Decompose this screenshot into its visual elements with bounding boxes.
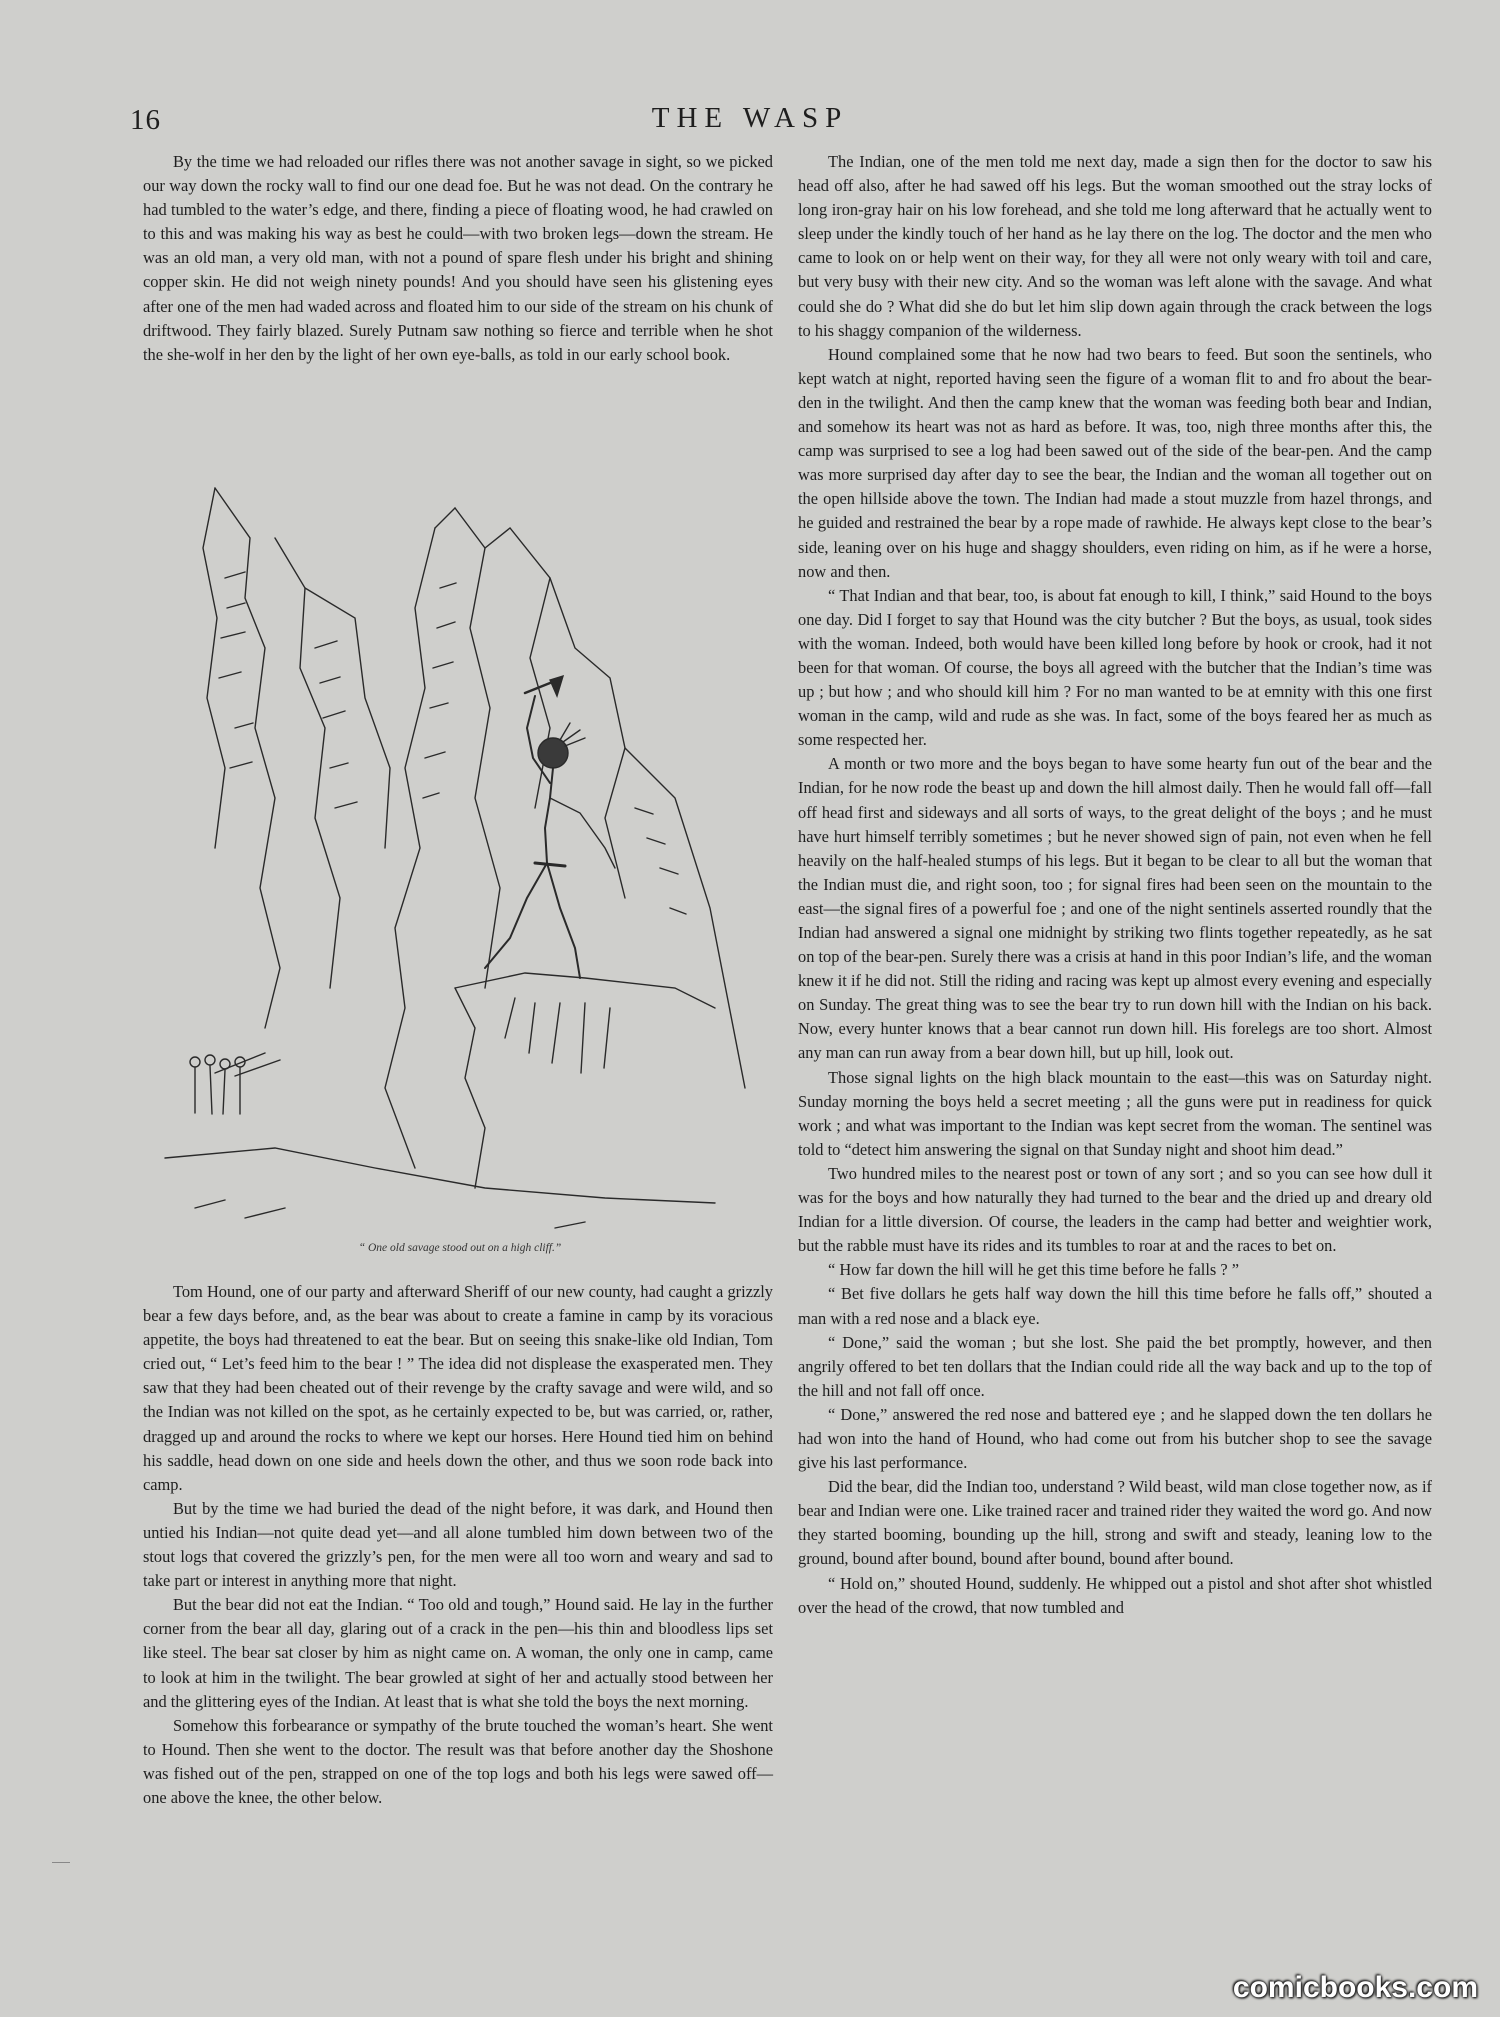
- right-paragraph: “ Hold on,” shouted Hound, suddenly. He whipped out a pistol and shot after shot whistled over the head of the crowd, that now tumbled and: [798, 1573, 1432, 1617]
- right-paragraph: Did the bear, did the Indian too, understand ? Wild beast, wild man close together now, as if bear and Indian were one. Like trained racer and trained rider they waited the word go. And now they started booming, bounding up the hill, strong and swift and steady, leaning low to the ground, bound after bound, bound after bound, bound after bound.: [798, 1477, 1432, 1569]
- right-paragraph: Two hundred miles to the nearest post or town of any sort ; and so you can see how dull it was for the boys and how naturally they had turned to the bear and the dried up and dreary old Indian for a little diversion. Of course, the leaders in the camp had better and weightier work, but the rabble must have its rides and its tumbles to roar at and the races to bet on.: [798, 1163, 1432, 1256]
- cliff-drawing: [155, 468, 765, 1238]
- right-paragraph: A month or two more and the boys began to have some hearty fun out of the bear and the Indian, for he now rode the beast up and down the hill almost daily. Then he would fall off—fall off head first and sideways and all sorts of ways, to the great delight of the boys ; and he must have hurt himself terribly sometimes ; but he never showed sign of pain, not even when he fell heavily on the half-healed stumps of his legs. But it began to be clear to all but the woman that the Indian must die, and right soon, too ; for signal fires had been seen on the mountain to the east—the signal fires of a powerful foe ; and one of the night sentinels asserted roundly that the Indian had answered a signal one midnight by striking two flints together repeatedly, as he sat on top of the bear-pen. Surely there was a crisis at hand in this poor Indian’s life, and the woman knew it if he did not. Still the riding and racing was kept up almost every evening and especially on Sunday. The great thing was to see the bear try to run down hill with the Indian on his back. Now, every hunter knows that a bear cannot run down hill. His forelegs are too short. Almost any man can run away from a bear down hill, but up hill, look out.: [798, 754, 1432, 1063]
- right-paragraph: “ Done,” answered the red nose and battered eye ; and he slapped down the ten dollars he had won into the hand of Hound, who had come out from his butcher shop to see the savage give his last performance.: [798, 1404, 1432, 1473]
- right-paragraph: “ How far down the hill will he get this time before he falls ? ”: [828, 1260, 1240, 1280]
- right-paragraph: Those signal lights on the high black mountain to the east—this was on Saturday night. Sunday morning the boys held a secret meeting ; all the guns were put in readiness for quick work ; and what was important to the Indian was kept secret from the woman. The sentinel was told to “detect him answering the signal on that Sunday night and shoot him dead.”: [798, 1067, 1432, 1159]
- right-paragraph: The Indian, one of the men told me next day, made a sign then for the doctor to saw his head off also, after he had sawed off his legs. But the woman smoothed out the stray locks of long iron-gray hair on his low forehead, and she told me long afterward that he actually went to sleep under the kindly touch of her hand as he lay there on the log. The doctor and the men who came to look on or help went on their way, for they all were not only weary with toil and care, but very busy with their new city. And so the woman was left alone with the savage. And what could she do ? What did she do but let him slip down again through the crack between the logs to his shaggy companion of the wilderness.: [798, 152, 1432, 340]
- right-paragraph: Hound complained some that he now had two bears to feed. But soon the sentinels, who kept watch at night, reported having seen the figure of a woman flit to and fro about the bear-den in the twilight. And then the camp knew that the woman was feeding both bear and Indian, and somehow its heart was not as hard as before. It was, too, nigh three months after this, the camp was surprised to see a log had been sawed out of the side of the bear-pen. And the camp was more surprised day after day to see the bear, the Indian and the woman all together out on the open hillside above the town. The Indian had made a stout muzzle from hazel throngs, and he guided and restrained the bear by a rope made of rawhide. He always kept close to the bear’s side, leaning over on his huge and shaggy shoulders, even riding on him, as if he were a horse, now and then.: [798, 344, 1432, 581]
- page-number: 16: [130, 104, 161, 136]
- left-paragraph: But by the time we had buried the dead of the night before, it was dark, and Hound then untied his Indian—not quite dead yet—and all alone tumbled him down between two of the stout logs that covered the grizzly’s pen, for the men were all too worn and weary and sad to take part or interest in anything more that night.: [143, 1498, 773, 1591]
- right-paragraph: “ That Indian and that bear, too, is about fat enough to kill, I think,” said Hound to the boys one day. Did I forget to say that Hound was the city butcher ? But the boys, as usual, took sides with the woman. Indeed, both would have been killed long before by hook or crook, had it not been for that woman. Of course, the boys all agreed with the butcher that the Indian’s time was up ; but how ; and who should kill him ? For no man wanted to be at emnity with this one first woman in the camp, wild and rude as she was. In fact, some of the boys feared her as much as some respected her.: [798, 585, 1432, 750]
- left-paragraph: But the bear did not eat the Indian. “ Too old and tough,” Hound said. He lay in the further corner from the bear all day, glaring out of a crack in the pen—his thin and bloodless lips set like steel. The bear sat closer by him as night came on. A woman, the only one in camp, came to look at him in the twilight. The bear growled at sight of her and actually stood between her and the glittering eyes of the Indian. At least that is what she told the boys the next morning.: [143, 1595, 773, 1711]
- left-paragraph: By the time we had reloaded our rifles there was not another savage in sight, so we picked our way down the rocky wall to find our one dead foe. But he was not dead. On the contrary he had tumbled to the water’s edge, and there, finding a piece of floating wood, he had crawled on to this and was making his way as best he could—with two broken legs—down the stream. He was an old man, a very old man, with not a pound of spare flesh under his bright and shining copper skin. He did not weigh ninety pounds! And you should have seen his glistening eyes after one of the men had waded across and floated him to our side of the stream on his chunk of driftwood. They fairly blazed. Surely Putnam saw nothing so fierce and terrible when he shot the she-wolf in her den by the light of her own eye-balls, as told in our early school book.: [143, 152, 773, 364]
- right-paragraph: “ Bet five dollars he gets half way down the hill this time before he falls off,” shouted a man with a red nose and a black eye.: [798, 1284, 1432, 1328]
- illustration-indian-on-cliff: [155, 468, 765, 1238]
- margin-mark: [52, 1862, 70, 1863]
- illustration-caption: “ One old savage stood out on a high cliff.”: [358, 1242, 562, 1254]
- left-paragraph: Somehow this forbearance or sympathy of the brute touched the woman’s heart. She went to Hound. Then she went to the doctor. The result was that before another day the Shoshone was fished out of the pen, strapped on one of the top logs and both his legs were sawed off—one above the knee, the other below.: [143, 1715, 773, 1807]
- right-paragraph: “ Done,” said the woman ; but she lost. She paid the bet promptly, however, and then angrily offered to bet ten dollars that the Indian could ride all the way back and up to the top of the hill and not fall off once.: [798, 1332, 1432, 1400]
- left-column-continued: [143, 1280, 773, 1810]
- watermark-logo: comicbooks.com: [1232, 1971, 1478, 2004]
- right-column: [798, 150, 1432, 1620]
- running-head-title: THE WASP: [651, 102, 849, 134]
- left-paragraph: Tom Hound, one of our party and afterward Sheriff of our new county, had caught a grizzly bear a few days before, and, as the bear was about to create a famine in camp by its voracious appetite, the boys had threatened to eat the bear. But on seeing this snake-like old Indian, Tom cried out, “ Let’s feed him to the bear ! ” The idea did not displease the exasperated men. They saw that they had been cheated out of their revenge by the crafty savage and were wild, and so the Indian was not killed on the spot, as he certainly expected to be, but was carried, or, rather, dragged up and around the rocks to where we kept our horses. Here Hound tied him on behind his saddle, head down on one side and heels down the other, and thus we soon rode back into camp.: [143, 1282, 773, 1494]
